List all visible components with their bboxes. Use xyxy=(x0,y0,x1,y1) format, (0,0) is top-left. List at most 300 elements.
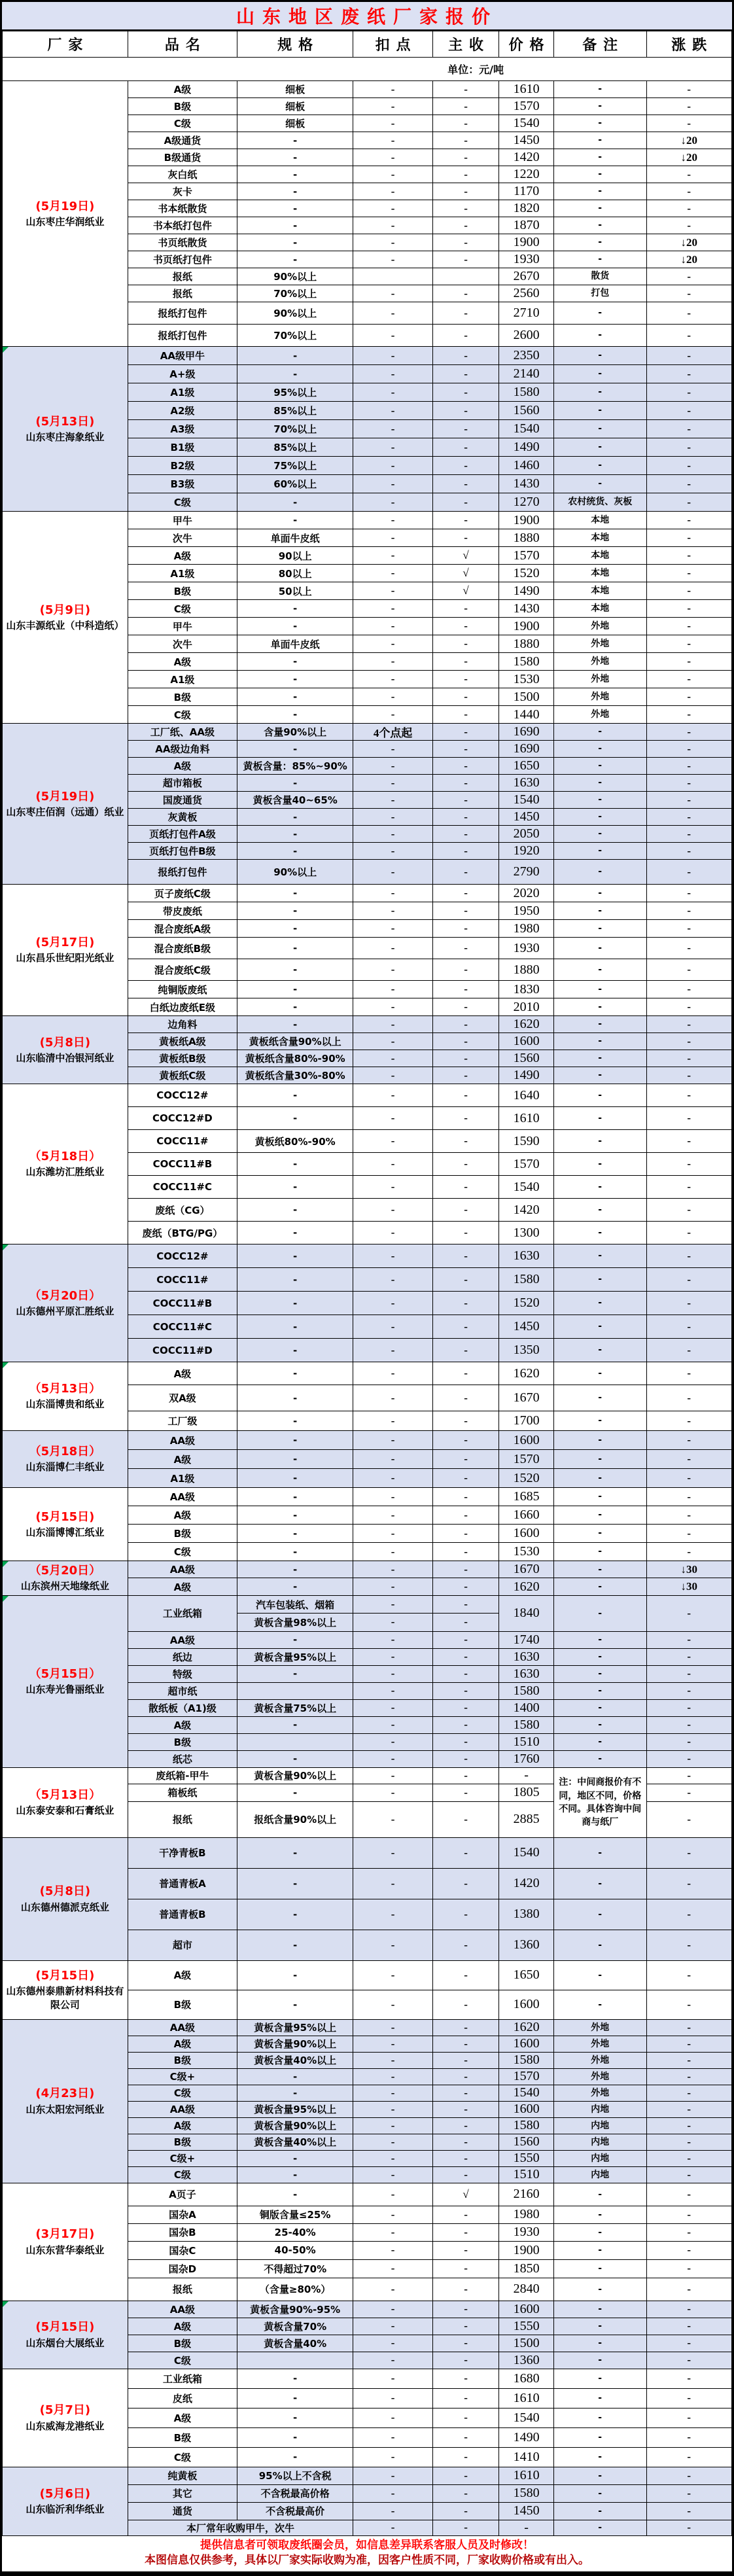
price-cell: 2140 xyxy=(499,365,554,383)
deduction-cell: - xyxy=(353,1899,433,1930)
product-cell: A级 xyxy=(128,1578,237,1595)
table-row xyxy=(3,512,732,529)
factory-cell xyxy=(3,347,128,512)
change-cell: - xyxy=(646,1543,732,1561)
deduction-cell: - xyxy=(353,2101,433,2117)
main-collect-cell: - xyxy=(432,2369,498,2388)
main-collect-cell: - xyxy=(432,2166,498,2183)
deduction-cell: - xyxy=(353,132,433,149)
factory-name: 山东临清中冶银河纸业 xyxy=(16,1051,114,1064)
col-header-change: 涨跌 xyxy=(646,31,732,58)
spec-cell: - xyxy=(237,981,353,998)
product-cell: 报纸打包件 xyxy=(128,860,237,885)
product-cell: 灰卡 xyxy=(128,183,237,200)
unit-row xyxy=(3,58,732,81)
spec-cell: 40-50% xyxy=(237,2241,353,2259)
quote-date: （5月20日） xyxy=(29,1288,101,1303)
spec-cell: - xyxy=(237,902,353,920)
main-collect-cell: - xyxy=(432,1222,498,1244)
factory-cell xyxy=(3,1016,128,1084)
spec-cell: - xyxy=(237,2369,353,2388)
deduction-cell: - xyxy=(353,149,433,166)
main-collect-cell: - xyxy=(432,2241,498,2259)
price-cell: 1850 xyxy=(499,2259,554,2278)
deduction-cell: - xyxy=(353,2502,433,2520)
change-cell: - xyxy=(646,2278,732,2301)
change-cell: - xyxy=(646,1868,732,1899)
main-collect-cell: - xyxy=(432,600,498,618)
spec-cell: - xyxy=(237,938,353,959)
quote-date: (5月7日) xyxy=(39,2403,91,2418)
product-cell: 报纸打包件 xyxy=(128,302,237,325)
note-cell: - xyxy=(553,1682,646,1699)
deduction-cell: - xyxy=(353,420,433,438)
main-collect-cell: - xyxy=(432,2484,498,2502)
deduction-cell: - xyxy=(353,1130,433,1153)
note-cell: - xyxy=(553,2502,646,2520)
product-cell: AA级 xyxy=(128,1488,237,1506)
main-collect-cell: √ xyxy=(432,565,498,582)
price-cell: 1950 xyxy=(499,902,554,920)
price-cell: 1930 xyxy=(499,938,554,959)
header-row xyxy=(3,31,732,58)
note-cell: 外地 xyxy=(553,2085,646,2101)
product-cell: COCC11#B xyxy=(128,1153,237,1176)
product-cell: 次牛 xyxy=(128,529,237,547)
change-cell: - xyxy=(646,1411,732,1431)
change-cell: - xyxy=(646,809,732,826)
table-row xyxy=(3,2019,732,2036)
quote-date: （5月18日） xyxy=(29,1150,101,1164)
product-cell: AA级甲牛 xyxy=(128,347,237,365)
change-cell: - xyxy=(646,2101,732,2117)
deduction-cell: - xyxy=(353,1750,433,1767)
spec-cell xyxy=(237,2352,353,2369)
product-cell: AA级 xyxy=(128,1561,237,1578)
price-cell: 1540 xyxy=(499,1176,554,1199)
deduction-cell: - xyxy=(353,166,433,183)
note-cell: - xyxy=(553,166,646,183)
change-cell: - xyxy=(646,792,732,809)
price-cell: 1640 xyxy=(499,1084,554,1107)
note-cell: 内地 xyxy=(553,2150,646,2166)
spec-cell: - xyxy=(237,132,353,149)
quote-date: (4月23日) xyxy=(35,2087,95,2101)
price-cell: 1600 xyxy=(499,1431,554,1450)
note-cell: - xyxy=(553,2318,646,2335)
spec-cell: 含量90%以上 xyxy=(237,724,353,741)
main-collect-cell: - xyxy=(432,2019,498,2036)
note-cell: - xyxy=(553,1431,646,1450)
price-cell: 1580 xyxy=(499,2484,554,2502)
change-cell: - xyxy=(646,565,732,582)
product-cell: B级 xyxy=(128,2052,237,2068)
spec-cell: 黄板纸80%-90% xyxy=(237,1130,353,1153)
price-cell: 1600 xyxy=(499,1033,554,1050)
note-cell: 本地 xyxy=(553,512,646,529)
spec-cell: - xyxy=(237,826,353,843)
spec-cell: - xyxy=(237,2166,353,2183)
green-corner-marker xyxy=(3,1596,9,1602)
price-cell: 1550 xyxy=(499,2150,554,2166)
price-cell: 1520 xyxy=(499,1292,554,1315)
main-collect-cell: - xyxy=(432,1767,498,1784)
deduction-cell: - xyxy=(353,826,433,843)
product-cell: B级 xyxy=(128,2134,237,2150)
spec-cell: 黄板含量70% xyxy=(237,2318,353,2335)
change-cell: - xyxy=(646,402,732,420)
main-collect-cell: - xyxy=(432,1990,498,2019)
note-cell: - xyxy=(553,2484,646,2502)
deduction-cell: - xyxy=(353,1385,433,1411)
note-cell: - xyxy=(553,217,646,234)
product-cell: C级+ xyxy=(128,2150,237,2166)
note-cell: - xyxy=(553,1868,646,1899)
product-cell: 工业纸箱 xyxy=(128,2369,237,2388)
price-cell: 1900 xyxy=(499,618,554,635)
price-cell: 1840 xyxy=(499,1595,554,1631)
main-collect-cell: - xyxy=(432,860,498,885)
price-cell: 1490 xyxy=(499,582,554,600)
col-header-product: 品名 xyxy=(128,31,237,58)
price-cell: 1580 xyxy=(499,2117,554,2134)
spec-cell: - xyxy=(237,1525,353,1543)
spec-cell: - xyxy=(237,885,353,902)
price-cell: 1620 xyxy=(499,1578,554,1595)
spec-cell: - xyxy=(237,653,353,671)
spec-cell: 黄板含量75%以上 xyxy=(237,1699,353,1716)
deduction-cell: - xyxy=(353,1525,433,1543)
price-cell: 1540 xyxy=(499,792,554,809)
factory-name: 山东德州平原汇胜纸业 xyxy=(16,1305,114,1317)
price-cell: 1420 xyxy=(499,149,554,166)
main-collect-cell: - xyxy=(432,2352,498,2369)
change-cell: - xyxy=(646,1631,732,1648)
change-cell: - xyxy=(646,1682,732,1699)
col-header-note: 备注 xyxy=(553,31,646,58)
price-cell: 1510 xyxy=(499,1733,554,1750)
note-cell: - xyxy=(553,920,646,938)
spec-cell: - xyxy=(237,2150,353,2166)
product-cell: B级 xyxy=(128,1733,237,1750)
deduction-cell: - xyxy=(353,2352,433,2369)
price-cell: 1930 xyxy=(499,251,554,268)
change-cell: - xyxy=(646,2408,732,2427)
deduction-cell: - xyxy=(353,1543,433,1561)
spec-cell: - xyxy=(237,998,353,1016)
product-cell: 纯黄板 xyxy=(128,2467,237,2484)
change-cell: - xyxy=(646,2117,732,2134)
price-cell: 1600 xyxy=(499,2301,554,2318)
note-cell: - xyxy=(553,2447,646,2467)
main-collect-cell: - xyxy=(432,1578,498,1595)
note-cell: - xyxy=(553,843,646,860)
price-cell: 1360 xyxy=(499,1930,554,1960)
deduction-cell: - xyxy=(353,1268,433,1292)
note-cell: 本地 xyxy=(553,582,646,600)
note-cell: - xyxy=(553,1385,646,1411)
note-cell: - xyxy=(553,2520,646,2535)
main-collect-cell: - xyxy=(432,1339,498,1362)
change-cell: - xyxy=(646,618,732,635)
main-collect-cell: - xyxy=(432,1153,498,1176)
price-cell: 1685 xyxy=(499,1488,554,1506)
product-cell: A1级 xyxy=(128,1469,237,1488)
note-cell: - xyxy=(553,1411,646,1431)
note-cell: - xyxy=(553,1595,646,1631)
note-cell: - xyxy=(553,792,646,809)
note-cell: - xyxy=(553,1631,646,1648)
note-cell: - xyxy=(553,475,646,493)
spec-cell: - xyxy=(237,2068,353,2085)
spec-cell: - xyxy=(237,183,353,200)
note-cell: - xyxy=(553,1990,646,2019)
price-cell: 1580 xyxy=(499,383,554,402)
spec-cell: 50以上 xyxy=(237,582,353,600)
deduction-cell: - xyxy=(353,1153,433,1176)
quote-date: (5月13日) xyxy=(35,414,95,429)
change-cell: - xyxy=(646,1930,732,1960)
product-cell: A级 xyxy=(128,1450,237,1469)
price-cell: 1450 xyxy=(499,132,554,149)
quote-date: (5月8日) xyxy=(39,1884,91,1899)
factory-cell xyxy=(3,885,128,1016)
product-cell: A级 xyxy=(128,758,237,775)
main-collect-cell: - xyxy=(432,200,498,217)
main-collect-cell: - xyxy=(432,2408,498,2427)
change-cell: - xyxy=(646,2036,732,2052)
deduction-cell: - xyxy=(353,529,433,547)
note-cell: - xyxy=(553,1362,646,1385)
price-cell: 1450 xyxy=(499,1315,554,1339)
main-collect-cell: - xyxy=(432,1362,498,1385)
factory-cell xyxy=(3,1595,128,1767)
deduction-cell: - xyxy=(353,438,433,457)
price-cell: 1490 xyxy=(499,438,554,457)
product-cell: B级 xyxy=(128,1525,237,1543)
deduction-cell: - xyxy=(353,512,433,529)
table-row xyxy=(3,885,732,902)
main-collect-cell: - xyxy=(432,2085,498,2101)
main-collect-cell: - xyxy=(432,671,498,688)
price-cell: 1450 xyxy=(499,809,554,826)
deduction-cell: - xyxy=(353,383,433,402)
deduction-cell: - xyxy=(353,547,433,565)
change-cell: - xyxy=(646,1899,732,1930)
change-cell: - xyxy=(646,325,732,347)
product-cell: COCC11#C xyxy=(128,1176,237,1199)
spec-cell: - xyxy=(237,1930,353,1960)
table-row xyxy=(3,1595,732,1631)
main-collect-cell: - xyxy=(432,724,498,741)
spec-cell: 单面牛皮纸 xyxy=(237,529,353,547)
main-collect-cell: √ xyxy=(432,582,498,600)
spec-cell: - xyxy=(237,1561,353,1578)
deduction-cell: - xyxy=(353,2068,433,2085)
main-collect-cell: - xyxy=(432,420,498,438)
main-collect-cell: - xyxy=(432,1506,498,1525)
spec-cell: 70%以上 xyxy=(237,325,353,347)
change-cell: - xyxy=(646,688,732,706)
note-cell: - xyxy=(553,2259,646,2278)
price-cell: 1560 xyxy=(499,2134,554,2150)
table-row xyxy=(3,2369,732,2388)
spec-cell: 黄板含量90%以上 xyxy=(237,2117,353,2134)
main-collect-cell: - xyxy=(432,132,498,149)
price-cell: - xyxy=(499,2520,554,2535)
change-cell: - xyxy=(646,2369,732,2388)
note-cell: 外地 xyxy=(553,2019,646,2036)
main-collect-cell: - xyxy=(432,383,498,402)
spec-cell: - xyxy=(237,1268,353,1292)
spec-cell: - xyxy=(237,166,353,183)
change-cell: - xyxy=(646,1362,732,1385)
factory-name: 山东威海龙港纸业 xyxy=(26,2420,105,2432)
note-cell: - xyxy=(553,2278,646,2301)
deduction-cell: - xyxy=(353,2150,433,2166)
factory-cell xyxy=(3,1084,128,1244)
spec-cell: 黄板含量90%以上 xyxy=(237,2036,353,2052)
deduction-cell: - xyxy=(353,457,433,475)
change-cell: - xyxy=(646,671,732,688)
price-cell: 1630 xyxy=(499,775,554,792)
price-cell: 1460 xyxy=(499,457,554,475)
main-collect-cell: - xyxy=(432,1268,498,1292)
note-cell: - xyxy=(553,251,646,268)
quote-date: (5月19日) xyxy=(35,199,95,213)
note-cell: - xyxy=(553,2427,646,2447)
product-cell: B2级 xyxy=(128,457,237,475)
price-cell: 1880 xyxy=(499,635,554,653)
main-collect-cell: - xyxy=(432,706,498,724)
note-cell: - xyxy=(553,2206,646,2223)
deduction-cell: 4个点起 xyxy=(353,724,433,741)
factory-cell xyxy=(3,81,128,347)
table-row xyxy=(3,1244,732,1268)
green-corner-marker xyxy=(3,1244,9,1250)
deduction-cell: - xyxy=(353,2223,433,2241)
deduction-cell: - xyxy=(353,809,433,826)
factory-name: 山东德州泰鼎新材料科技有限公司 xyxy=(6,1985,124,2011)
note-cell: - xyxy=(553,959,646,981)
spec-cell: - xyxy=(237,234,353,251)
spec-cell: 汽车包装纸、烟箱 黄板含量98%以上 xyxy=(237,1595,353,1631)
change-cell: - xyxy=(646,200,732,217)
spec-cell: 80以上 xyxy=(237,565,353,582)
factory-cell xyxy=(3,1561,128,1596)
spec-cell xyxy=(237,1682,353,1699)
note-cell: - xyxy=(553,981,646,998)
product-cell: 本厂常年收购甲牛，次牛 xyxy=(128,2520,353,2535)
product-cell: C级 xyxy=(128,2085,237,2101)
factory-name: 山东德州德派克纸业 xyxy=(20,1901,109,1913)
price-cell: 1805 xyxy=(499,1784,554,1801)
main-collect-cell: - xyxy=(432,1960,498,1990)
product-cell: 干净青板B xyxy=(128,1837,237,1868)
deduction-cell: - xyxy=(353,1506,433,1525)
price-cell: 1270 xyxy=(499,493,554,512)
note-cell: - xyxy=(553,1750,646,1767)
price-cell: 1610 xyxy=(499,81,554,98)
note-cell: - xyxy=(553,2352,646,2369)
spec-cell: 细板 xyxy=(237,98,353,115)
deduction-cell: - xyxy=(353,2241,433,2259)
note-cell: - xyxy=(553,741,646,758)
main-collect-cell: - xyxy=(432,1648,498,1665)
change-cell: - xyxy=(646,1595,732,1631)
change-cell: - xyxy=(646,1767,732,1784)
main-collect-cell: - xyxy=(432,1631,498,1648)
price-cell: 1620 xyxy=(499,1016,554,1033)
note-cell: - xyxy=(553,81,646,98)
price-cell: 1760 xyxy=(499,1750,554,1767)
note-cell: - xyxy=(553,2183,646,2206)
main-collect-cell: - xyxy=(432,2052,498,2068)
price-cell: 1580 xyxy=(499,653,554,671)
deduction-cell: - xyxy=(353,2134,433,2150)
factory-name: 山东潍坊汇胜纸业 xyxy=(26,1166,105,1178)
product-cell: B级 xyxy=(128,582,237,600)
price-cell: 1550 xyxy=(499,2318,554,2335)
product-cell: A1级 xyxy=(128,565,237,582)
table-row xyxy=(3,1016,732,1033)
main-collect-cell: - xyxy=(432,2223,498,2241)
change-cell: - xyxy=(646,775,732,792)
price-cell: 1610 xyxy=(499,2467,554,2484)
note-cell: 外地 xyxy=(553,671,646,688)
note-cell: - xyxy=(553,1268,646,1292)
note-cell: - xyxy=(553,1153,646,1176)
main-collect-cell: - xyxy=(432,2447,498,2467)
product-cell: 报纸打包件 xyxy=(128,325,237,347)
product-cell: B级 xyxy=(128,688,237,706)
product-cell: A级 xyxy=(128,1716,237,1733)
spec-cell: - xyxy=(237,959,353,981)
spec-cell: - xyxy=(237,1488,353,1506)
change-cell: - xyxy=(646,475,732,493)
deduction-cell: - xyxy=(353,902,433,920)
change-cell: ↓20 xyxy=(646,251,732,268)
product-cell: 通货 xyxy=(128,2502,237,2520)
product-cell: 工厂纸、AA级 xyxy=(128,724,237,741)
change-cell: - xyxy=(646,1084,732,1107)
main-collect-cell: - xyxy=(432,2427,498,2447)
change-cell: - xyxy=(646,653,732,671)
change-cell: - xyxy=(646,2484,732,2502)
price-cell: 1580 xyxy=(499,1268,554,1292)
deduction-cell: - xyxy=(353,860,433,885)
change-cell: - xyxy=(646,1525,732,1543)
change-cell: - xyxy=(646,383,732,402)
change-cell: - xyxy=(646,2447,732,2467)
table-row xyxy=(3,347,732,365)
product-cell: AA级 xyxy=(128,2019,237,2036)
product-cell: 灰黄板 xyxy=(128,809,237,826)
quote-date: (5月17日) xyxy=(35,936,95,950)
price-cell: 1620 xyxy=(499,1362,554,1385)
deduction-cell: - xyxy=(353,741,433,758)
spec-cell: - xyxy=(237,2427,353,2447)
note-cell: - xyxy=(553,1107,646,1130)
factory-cell xyxy=(3,2369,128,2467)
price-cell: 1430 xyxy=(499,475,554,493)
spec-cell: - xyxy=(237,1084,353,1107)
product-cell: 国杂A xyxy=(128,2206,237,2223)
change-cell: - xyxy=(646,2520,732,2535)
spec-cell: 黄板含量95%以上 xyxy=(237,1648,353,1665)
spec-cell: - xyxy=(237,1578,353,1595)
note-cell: - xyxy=(553,860,646,885)
